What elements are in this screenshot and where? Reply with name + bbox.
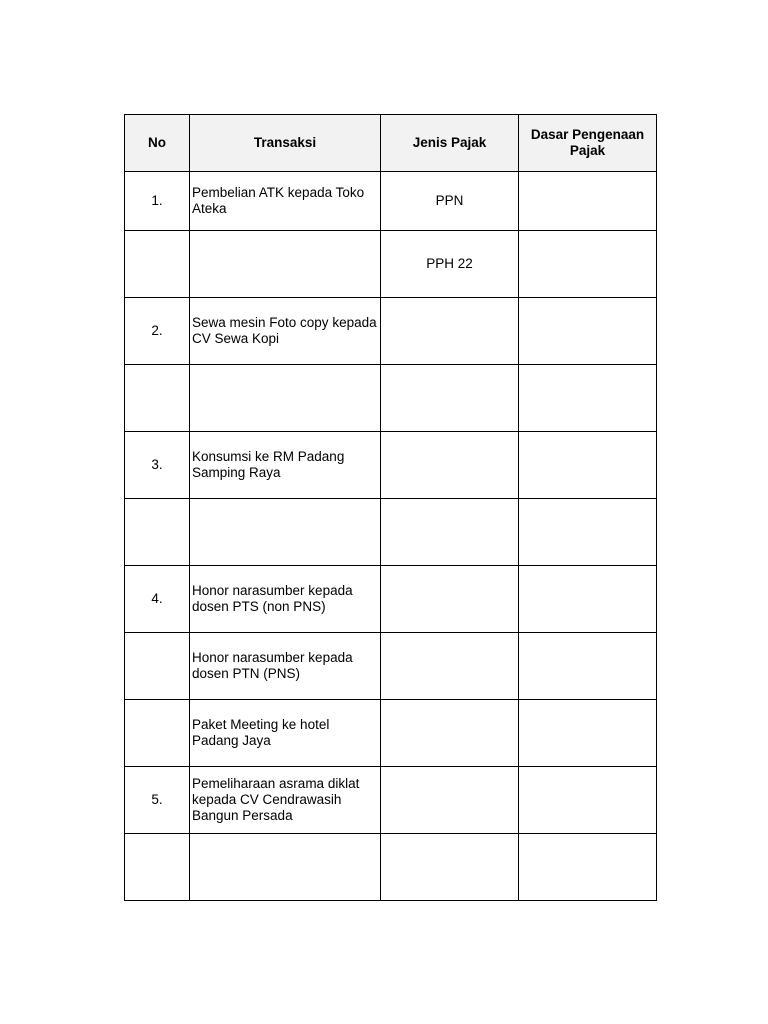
cell-transaksi: Honor narasumber kepada dosen PTN (PNS) [190, 633, 381, 700]
table-header-row [125, 115, 657, 172]
cell-jenis-pajak [381, 432, 519, 499]
cell-dasar-pengenaan-pajak [519, 432, 657, 499]
cell-dasar-pengenaan-pajak [519, 499, 657, 566]
cell-transaksi: Pemeliharaan asrama diklat kepada CV Cendrawasih Bangun Persada [190, 767, 381, 834]
cell-no [125, 633, 190, 700]
cell-no [125, 365, 190, 432]
cell-no [125, 700, 190, 767]
table-row [125, 499, 657, 566]
cell-no [125, 834, 190, 901]
cell-jenis-pajak: PPH 22 [381, 231, 519, 298]
table-row [125, 566, 657, 633]
cell-no: 5. [125, 767, 190, 834]
table-row [125, 231, 657, 298]
cell-dasar-pengenaan-pajak [519, 834, 657, 901]
table-row [125, 365, 657, 432]
table-row [125, 432, 657, 499]
cell-jenis-pajak: PPN [381, 172, 519, 231]
cell-transaksi: Pembelian ATK kepada Toko Ateka [190, 172, 381, 231]
cell-jenis-pajak [381, 298, 519, 365]
table-row [125, 700, 657, 767]
cell-transaksi [190, 231, 381, 298]
cell-dasar-pengenaan-pajak [519, 172, 657, 231]
cell-transaksi: Konsumsi ke RM Padang Samping Raya [190, 432, 381, 499]
table-row [125, 298, 657, 365]
cell-transaksi [190, 365, 381, 432]
tax-transaction-table [124, 114, 657, 901]
header-transaksi: Transaksi [190, 115, 381, 172]
cell-jenis-pajak [381, 767, 519, 834]
cell-transaksi: Paket Meeting ke hotel Padang Jaya [190, 700, 381, 767]
table-row [125, 172, 657, 231]
cell-no [125, 499, 190, 566]
header-dasar-pengenaan-pajak: Dasar Pengenaan Pajak [519, 115, 657, 172]
table-row [125, 834, 657, 901]
cell-transaksi: Honor narasumber kepada dosen PTS (non PNS) [190, 566, 381, 633]
cell-dasar-pengenaan-pajak [519, 231, 657, 298]
cell-dasar-pengenaan-pajak [519, 700, 657, 767]
cell-transaksi: Sewa mesin Foto copy kepada CV Sewa Kopi [190, 298, 381, 365]
header-no: No [125, 115, 190, 172]
cell-no: 1. [125, 172, 190, 231]
cell-dasar-pengenaan-pajak [519, 298, 657, 365]
cell-jenis-pajak [381, 499, 519, 566]
cell-no: 4. [125, 566, 190, 633]
cell-dasar-pengenaan-pajak [519, 566, 657, 633]
cell-no: 3. [125, 432, 190, 499]
cell-no [125, 231, 190, 298]
cell-dasar-pengenaan-pajak [519, 633, 657, 700]
cell-dasar-pengenaan-pajak [519, 365, 657, 432]
cell-no: 2. [125, 298, 190, 365]
table-row [125, 767, 657, 834]
cell-jenis-pajak [381, 365, 519, 432]
cell-jenis-pajak [381, 566, 519, 633]
cell-transaksi [190, 834, 381, 901]
cell-jenis-pajak [381, 834, 519, 901]
cell-transaksi [190, 499, 381, 566]
table-row [125, 633, 657, 700]
cell-jenis-pajak [381, 700, 519, 767]
cell-dasar-pengenaan-pajak [519, 767, 657, 834]
cell-jenis-pajak [381, 633, 519, 700]
header-jenis-pajak: Jenis Pajak [381, 115, 519, 172]
